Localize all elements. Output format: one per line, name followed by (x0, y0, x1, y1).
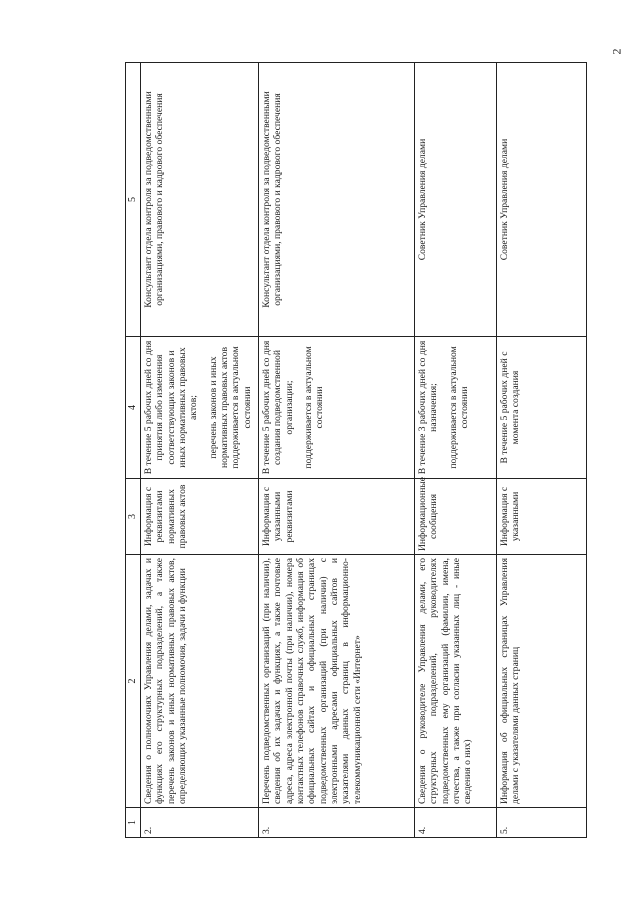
row-number: 5. (497, 808, 587, 838)
document-table-rotated (125, 63, 585, 838)
info-cell: Информация об официальных страницах Управления делами с указателями данных страниц (497, 555, 587, 808)
term-cell (259, 337, 415, 479)
responsible-cell: Советник Управления делами (497, 63, 587, 337)
term-note: поддерживается в актуальном состоянии (302, 346, 326, 469)
header-cell: 3 (126, 479, 141, 555)
row-number: 4. (415, 808, 497, 838)
responsible-cell: Консультант отдела контроля за подведомственными организациями, правового и кадрового обеспечения (141, 63, 259, 337)
term-text: В течение 3 рабочих дней со дня назначения; (417, 340, 440, 475)
form-cell: Информация с указанными (497, 479, 587, 555)
responsible-cell: Консультант отдела контроля за подведомственными организациями, правового и кадрового обеспечения (259, 63, 415, 337)
term-text: В течение 5 рабочих дней со дня создания подведомственной организации; (261, 340, 295, 475)
table-row (259, 63, 415, 838)
info-cell: Сведения о руководителе Управления делами, его структурных подразделений, руководителях подведомственных ему организаций (фамилии, имена, отчества, а также при согласии указанных лиц - иные сведения о них) (415, 555, 497, 808)
table-row (415, 63, 497, 838)
term-note: перечень законов и иных нормативных правовых актов поддерживается в актуальном состоянии (207, 346, 253, 469)
header-row (126, 63, 141, 838)
row-number: 2. (141, 808, 259, 838)
header-cell: 1 (126, 808, 141, 838)
term-cell (415, 337, 497, 479)
header-cell: 5 (126, 63, 141, 337)
information-table (125, 62, 587, 838)
info-cell: Перечень подведомственных организаций (при наличии), сведения об их задачах и функциях, а также почтовые адреса, адреса электронной почты (при наличии), номера контактных телефонов справочных служб, информация об официальных сайтах и официальных страницах подведомственных организаций (при наличии) с электронными адресами официальных сайтов и указателями данных страниц в информационно-телекоммуникационной сети «Интернет» (259, 555, 415, 808)
table-row (497, 63, 587, 838)
header-cell: 4 (126, 337, 141, 479)
term-note: поддерживается в актуальном состоянии (447, 346, 470, 469)
row-number: 3. (259, 808, 415, 838)
term-text: В течение 5 рабочих дней со дня принятия либо изменения соответствующих законов и иных нормативных правовых актов; (143, 340, 200, 475)
page-number: 2 (609, 48, 624, 55)
term-cell (497, 337, 587, 479)
form-cell: Информация с реквизитами нормативных правовых актов (141, 479, 259, 555)
info-cell: Сведения о полномочиях Управления делами, задачах и функциях его структурных подразделений, а также перечень законов и иных нормативных правовых актов, определяющих указанные полномочия, задачи и функции (141, 555, 259, 808)
table-row (141, 63, 259, 838)
header-cell: 2 (126, 555, 141, 808)
form-cell: Информация с указанными реквизитами (259, 479, 415, 555)
term-text: В течение 5 рабочих дней с момента создания (499, 351, 522, 464)
term-cell (141, 337, 259, 479)
responsible-cell: Советник Управления делами (415, 63, 497, 337)
form-cell: Информационные сообщения (415, 479, 497, 555)
